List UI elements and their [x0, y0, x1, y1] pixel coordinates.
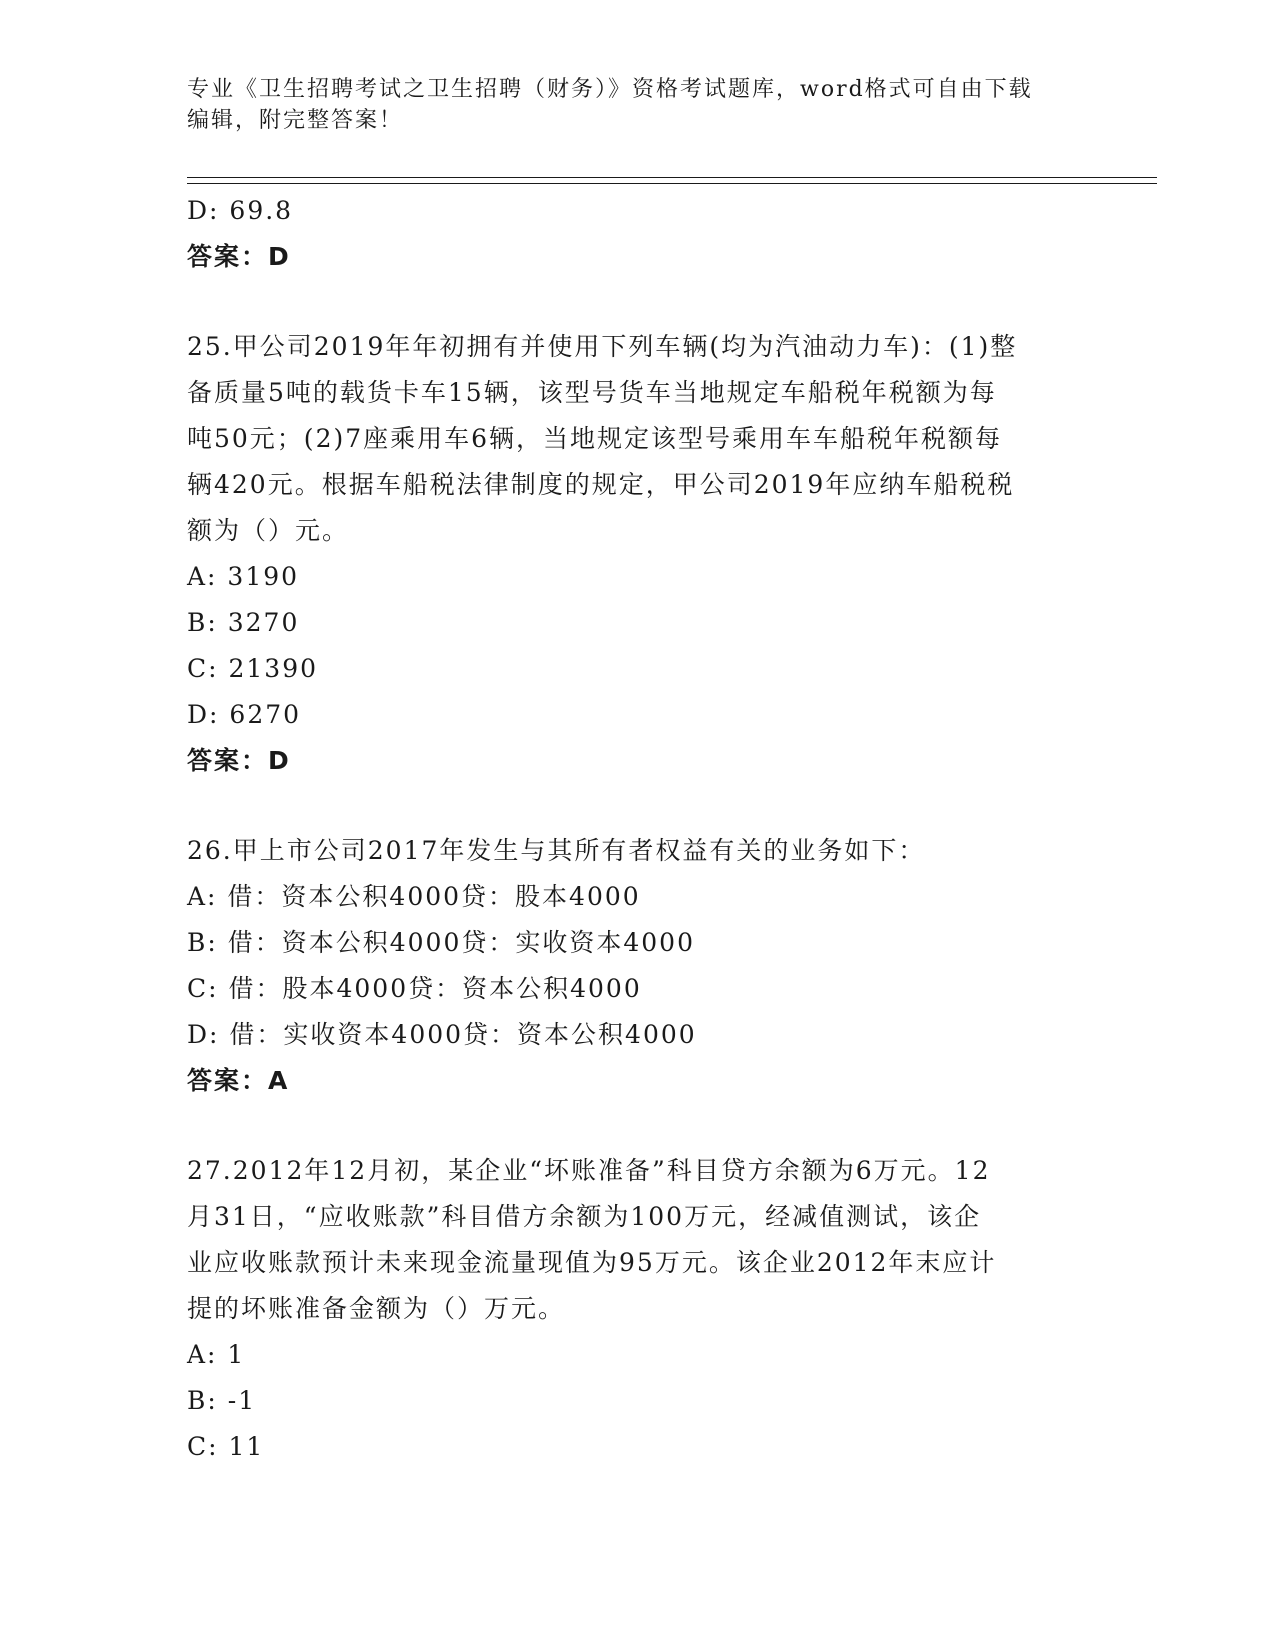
question-26	[187, 828, 1087, 1104]
option-c: C: 借：股本4000贷：资本公积4000	[187, 974, 642, 1003]
answer-line: 答案：D	[187, 746, 291, 775]
question-text-line: 提的坏账准备金额为（）万元。	[187, 1294, 566, 1323]
previous-question-tail	[187, 188, 1087, 280]
option-d: D: 6270	[187, 700, 302, 729]
header-divider-bottom	[187, 183, 1157, 184]
document-header	[187, 74, 1087, 136]
question-27	[187, 1148, 1087, 1470]
question-text-line: 月31日，“应收账款”科目借方余额为100万元，经减值测试，该企	[187, 1202, 982, 1231]
question-text-line: 26.甲上市公司2017年发生与其所有者权益有关的业务如下：	[187, 836, 926, 865]
option-c: C: 21390	[187, 654, 319, 683]
spacer	[187, 280, 1087, 324]
document-body	[187, 188, 1087, 1470]
option-b: B: 借：资本公积4000贷：实收资本4000	[187, 928, 695, 957]
answer-line: 答案：D	[187, 242, 291, 271]
option-b: B: 3270	[187, 608, 300, 637]
question-text-line: 业应收账款预计未来现金流量现值为95万元。该企业2012年末应计	[187, 1248, 997, 1277]
answer-line: 答案：A	[187, 1066, 290, 1095]
option-d: D: 69.8	[187, 196, 294, 225]
option-a: A: 1	[187, 1340, 246, 1369]
option-c: C: 11	[187, 1432, 265, 1461]
question-text-line: 25.甲公司2019年年初拥有并使用下列车辆(均为汽油动力车)：(1)整	[187, 332, 1018, 361]
option-d: D: 借：实收资本4000贷：资本公积4000	[187, 1020, 697, 1049]
header-line-2: 编辑，附完整答案！	[187, 108, 404, 133]
header-divider-top	[187, 177, 1157, 178]
question-text-line: 辆420元。根据车船税法律制度的规定，甲公司2019年应纳车船税税	[187, 470, 1015, 499]
question-25	[187, 324, 1087, 784]
question-text-line: 额为（）元。	[187, 516, 350, 545]
question-text-line: 27.2012年12月初，某企业“坏账准备”科目贷方余额为6万元。12	[187, 1156, 991, 1185]
option-a: A: 借：资本公积4000贷：股本4000	[187, 882, 641, 911]
spacer	[187, 1104, 1087, 1148]
option-b: B: -1	[187, 1386, 257, 1415]
question-text-line: 备质量5吨的载货卡车15辆，该型号货车当地规定车船税年税额为每	[187, 378, 997, 407]
spacer	[187, 784, 1087, 828]
option-a: A: 3190	[187, 562, 300, 591]
header-line-1: 专业《卫生招聘考试之卫生招聘（财务）》资格考试题库，word格式可自由下载	[187, 77, 1033, 102]
question-text-line: 吨50元；(2)7座乘用车6辆，当地规定该型号乘用车车船税年税额每	[187, 424, 1003, 453]
